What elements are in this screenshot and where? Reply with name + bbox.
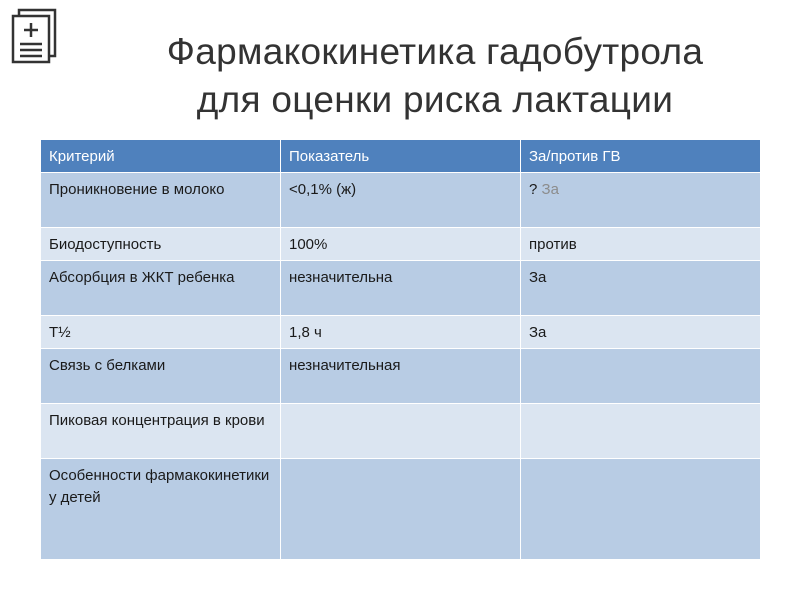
verdict-text: За xyxy=(541,181,559,198)
title-line-2: для оценки риска лактации xyxy=(196,79,674,120)
page-title xyxy=(70,28,800,124)
medical-document-icon xyxy=(10,8,60,66)
cell-criterion: Проникновение в молоко xyxy=(41,173,281,228)
cell-criterion: T½ xyxy=(41,316,281,349)
header-verdict: За/против ГВ xyxy=(521,140,761,173)
verdict-prefix: ? xyxy=(529,181,542,198)
cell-value: 1,8 ч xyxy=(281,316,521,349)
cell-value: незначительна xyxy=(281,261,521,316)
cell-value xyxy=(281,459,521,560)
header-value: Показатель xyxy=(281,140,521,173)
header-criterion: Критерий xyxy=(41,140,281,173)
pharmacokinetics-table xyxy=(40,139,761,560)
table-row xyxy=(41,459,761,560)
table-row xyxy=(41,261,761,316)
table-row xyxy=(41,173,761,228)
cell-verdict: За xyxy=(521,261,761,316)
cell-criterion: Пиковая концентрация в крови xyxy=(41,404,281,459)
cell-criterion: Биодоступность xyxy=(41,228,281,261)
table-row xyxy=(41,316,761,349)
cell-criterion: Абсорбция в ЖКТ ребенка xyxy=(41,261,281,316)
cell-value: <0,1% (ж) xyxy=(281,173,521,228)
cell-verdict xyxy=(521,349,761,404)
table-row xyxy=(41,349,761,404)
table-header-row xyxy=(41,140,761,173)
table-row xyxy=(41,404,761,459)
cell-value: незначительная xyxy=(281,349,521,404)
cell-verdict: За xyxy=(521,316,761,349)
cell-verdict xyxy=(521,404,761,459)
cell-value: 100% xyxy=(281,228,521,261)
cell-criterion: Особенности фармакокинетики у детей xyxy=(41,459,281,560)
cell-verdict xyxy=(521,173,761,228)
cell-verdict xyxy=(521,459,761,560)
table-row xyxy=(41,228,761,261)
cell-criterion: Связь с белками xyxy=(41,349,281,404)
cell-value xyxy=(281,404,521,459)
title-line-1: Фармакокинетика гадобутрола xyxy=(166,31,704,72)
cell-verdict: против xyxy=(521,228,761,261)
